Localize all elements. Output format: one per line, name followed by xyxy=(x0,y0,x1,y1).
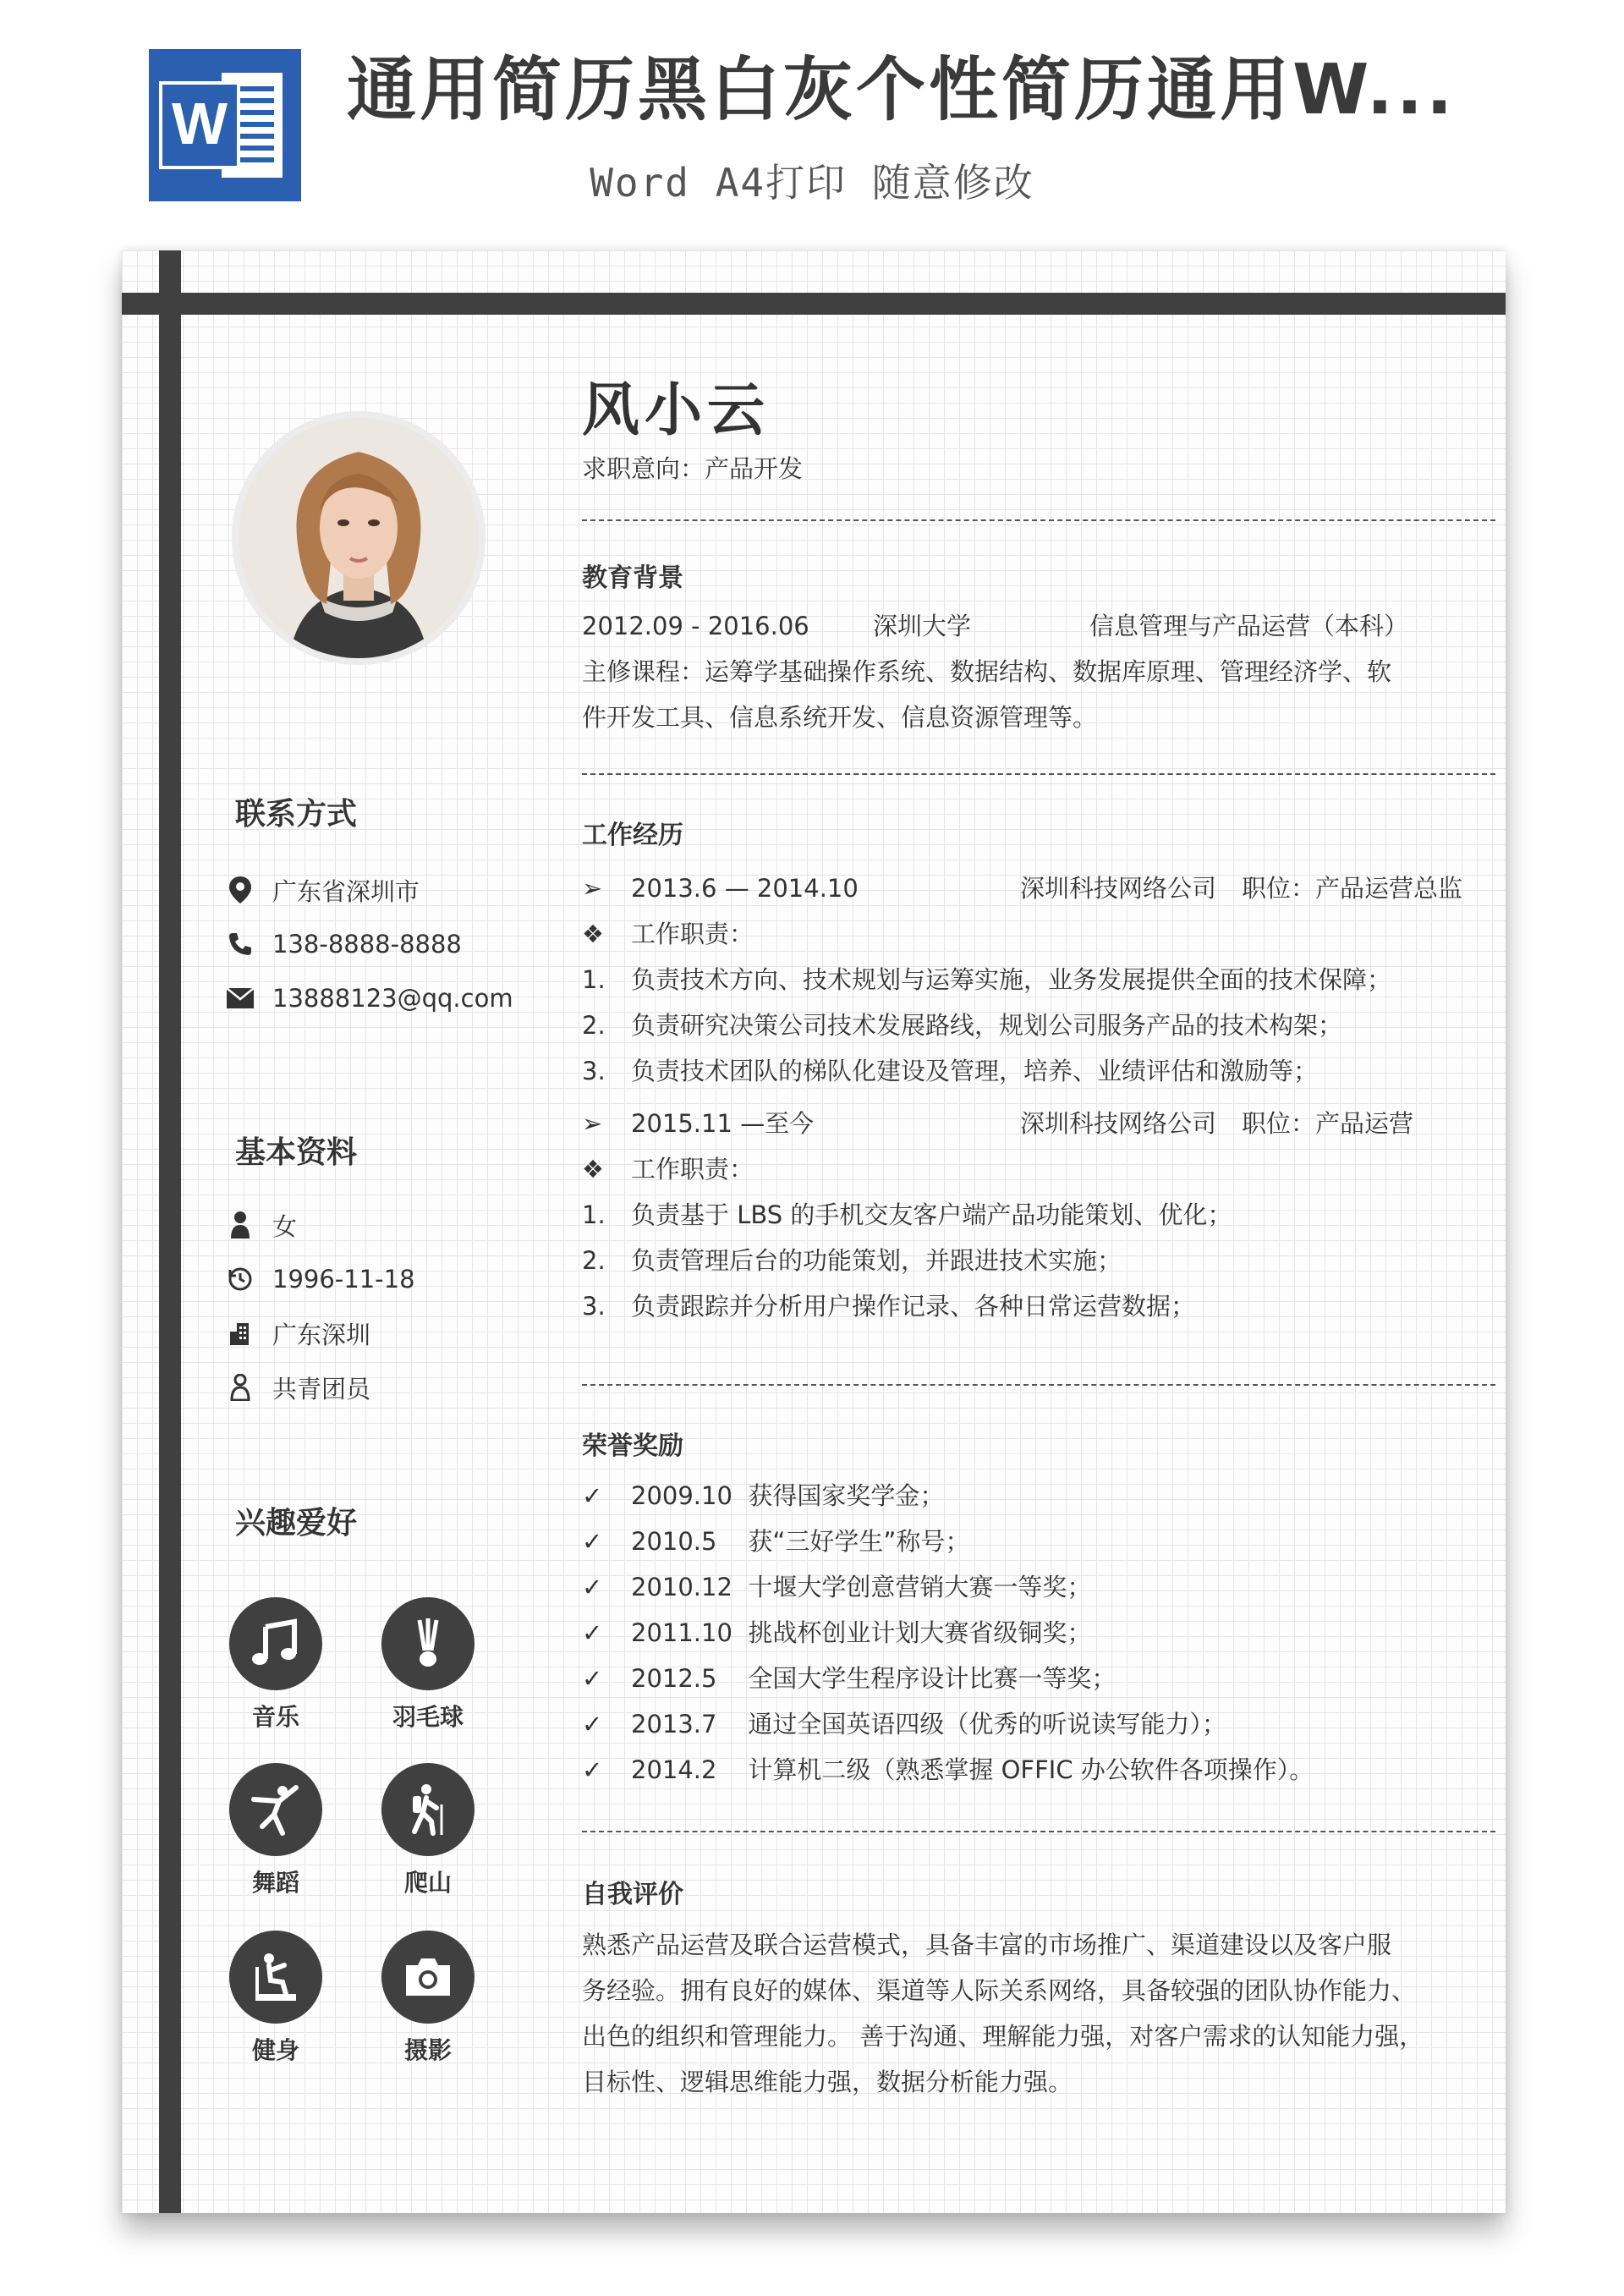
phone-icon xyxy=(223,927,257,961)
contact-phone: 138-8888-8888 xyxy=(223,927,462,961)
section-divider xyxy=(582,1384,1495,1386)
work-heading: 工作经历 xyxy=(582,821,683,850)
education-heading: 教育背景 xyxy=(582,563,683,593)
location-pin-icon xyxy=(223,873,257,907)
self-eval-text: 熟悉产品运营及联合运营模式，具备丰富的市场推广、渠道建设以及客户服 务经验。拥有良好的媒体、渠道等人际关系网络，具备较强的团队协作能力、 出色的组织和管理能力。 善于沟通、理解能力强，对客户需求的认知能力强， 目标性、逻辑思维能力强，数据分析能力强。 xyxy=(582,1931,1424,2096)
job-1-duty: 1. 负责技术方向、技术规划与运筹实施，业务发展提供全面的技术保障； xyxy=(582,965,1392,994)
hobby-photography: 摄影 xyxy=(377,1931,479,2066)
birthday-clock-icon xyxy=(223,1262,257,1296)
job-1-duty: 3. 负责技术团队的梯队化建设及管理，培养、业绩评估和激励等； xyxy=(582,1057,1319,1085)
hobby-badminton: 羽毛球 xyxy=(377,1597,479,1733)
section-divider xyxy=(582,1831,1495,1832)
job-2-duty: 3. 负责跟踪并分析用户操作记录、各种日常运营数据； xyxy=(582,1292,1196,1321)
contact-heading: 联系方式 xyxy=(235,797,358,832)
hobbies-heading: 兴趣爱好 xyxy=(235,1506,358,1541)
dance-icon xyxy=(229,1763,322,1856)
hiking-icon xyxy=(381,1763,475,1856)
resume-page xyxy=(122,250,1506,2213)
mail-icon xyxy=(223,981,257,1015)
honor-item: ✓ 2013.7 通过全国英语四级（优秀的听说读写能力）； xyxy=(582,1710,1226,1738)
basic-birthday: 1996-11-18 xyxy=(223,1262,415,1296)
job-1-duty: 2. 负责研究决策公司技术发展路线，规划公司服务产品的技术构架； xyxy=(582,1011,1343,1040)
hobby-dance: 舞蹈 xyxy=(225,1763,326,1898)
contact-email: 13888123@qq.com xyxy=(223,981,513,1015)
hobby-fitness: 健身 xyxy=(225,1931,326,2066)
basic-gender: 女 xyxy=(223,1208,297,1242)
candidate-name: 风小云 xyxy=(582,377,771,444)
top-bar-decoration xyxy=(122,293,1506,315)
basic-hometown: 广东深圳 xyxy=(223,1316,370,1350)
svg-text:W: W xyxy=(171,91,228,157)
music-icon xyxy=(229,1597,322,1690)
basic-info-heading: 基本资料 xyxy=(235,1135,358,1170)
job-2-duty-title: ❖ 工作职责： xyxy=(582,1155,754,1184)
badminton-icon xyxy=(381,1597,475,1690)
section-divider xyxy=(582,519,1495,521)
section-divider xyxy=(582,773,1495,775)
document-banner xyxy=(0,0,1624,228)
document-subtitle: Word A4打印 随意修改 xyxy=(590,160,1034,206)
contact-address: 广东省深圳市 xyxy=(223,873,420,907)
job-2-duty: 1. 负责基于 LBS 的手机交友客户端产品功能策划、优化； xyxy=(582,1200,1232,1229)
job-2-header: ➢ 2015.11 —至今 深圳科技网络公司 职位：产品运营 xyxy=(582,1109,1414,1138)
job-intent: 求职意向：产品开发 xyxy=(582,454,804,483)
self-eval-heading: 自我评价 xyxy=(582,1880,683,1909)
hobby-hiking: 爬山 xyxy=(377,1763,479,1898)
basic-political-status: 共青团员 xyxy=(223,1370,370,1404)
portrait-photo xyxy=(239,418,479,658)
fitness-icon xyxy=(229,1931,322,2024)
education-courses: 主修课程：运筹学基础操作系统、数据结构、数据库原理、管理经济学、软 xyxy=(582,657,1392,686)
word-app-icon xyxy=(149,49,301,201)
job-2-duty: 2. 负责管理后台的功能策划，并跟进技术实施； xyxy=(582,1246,1122,1275)
honor-item: ✓ 2010.12 十堰大学创意营销大赛一等奖； xyxy=(582,1573,1092,1601)
honor-item: ✓ 2011.10 挑战杯创业计划大赛省级铜奖； xyxy=(582,1618,1092,1647)
camera-icon xyxy=(381,1931,475,2024)
honor-item: ✓ 2012.5 全国大学生程序设计比赛一等奖； xyxy=(582,1664,1116,1693)
hobby-music: 音乐 xyxy=(225,1597,326,1733)
person-icon xyxy=(223,1208,257,1242)
avatar xyxy=(232,411,486,665)
education-entry: 2012.09 - 2016.06 深圳大学 信息管理与产品运营（本科） xyxy=(582,612,1409,640)
party-member-icon xyxy=(223,1370,257,1404)
job-1-duty-title: ❖ 工作职责： xyxy=(582,920,754,948)
honor-item: ✓ 2010.5 获“三好学生”称号； xyxy=(582,1527,970,1556)
education-courses-cont: 件开发工具、信息系统开发、信息资源管理等。 xyxy=(582,703,1098,732)
honor-item: ✓ 2014.2 计算机二级（熟悉掌握 OFFIC 办公软件各项操作）。 xyxy=(582,1755,1314,1784)
job-1-header: ➢ 2013.6 — 2014.10 深圳科技网络公司 职位：产品运营总监 xyxy=(582,874,1463,903)
honors-heading: 荣誉奖励 xyxy=(582,1431,683,1461)
honor-item: ✓ 2009.10 获得国家奖学金； xyxy=(582,1481,945,1510)
side-bar-decoration xyxy=(159,250,181,2213)
building-icon xyxy=(223,1316,257,1350)
document-title: 通用简历黑白灰个性简历通用W... xyxy=(347,52,1457,129)
